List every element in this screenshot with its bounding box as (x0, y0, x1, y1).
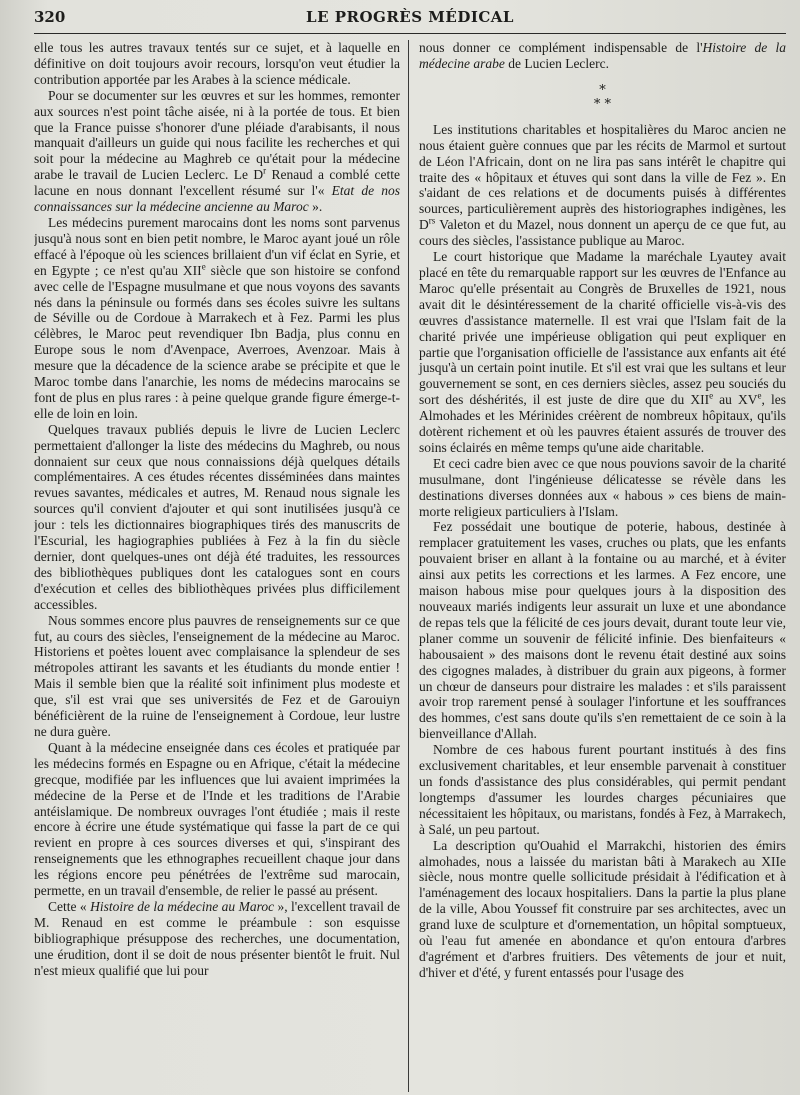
page-number: 320 (34, 8, 66, 26)
paragraph: Le court historique que Madame la maréchale Lyautey avait placé en tête du remarquable rapport sur les œuvres de l'Enfance au Maroc qu'elle présentait au Congrès de Bruxelles de 1921, nous avait dit le désintéressement de la charité officielle vis-à-vis des œuvres d'assistance maternelle. Il est vrai que l'Islam fait de la charité privée une impérieuse obligation qui peut expliquer en partie que l'organisation officielle de l'assistance aux enfants ait été jusqu'à un certain point inutile. Et s'il est vrai que les sultans et leur gouvernement se sont, en ces derniers siècles, assez peu souciés du sort des déshérités, il est juste de dire que du XIIe au XVe, les Almohades et les Mérinides créèrent de nombreux hôpitaux, qu'ils dotèrent richement et où les pauvres étaient assurés de trouver des soins éclairés en même temps qu'une aide charitable. (419, 249, 786, 455)
paragraph: Les institutions charitables et hospitalières du Maroc ancien ne nous étaient guère connues que par les récits de Marmol et surtout de Léon l'Africain, dont on ne lira pas sans intérêt le chapitre qui traite des « hôpitaux et étuves qui sont dans la ville de Fez ». En s'aidant de ces relations et de documents puisés à différentes sources, particulièrement auprès des historiographes indigènes, les $D^{rs}$ Valeton et du Mazel, nous donnent un aperçu de ce que fut, au cours des siècles, l'assistance publique au Maroc. (419, 121, 786, 249)
section-separator: * * * (593, 82, 612, 112)
paragraph: Les médecins purement marocains dont les noms sont parvenus jusqu'à nous sont en bien petit nombre, le Maroc ayant joué un rôle effacé à l'époque où les sciences brillaient d'un vif éclat en Syrie, et en Egypte ; ce n'est qu'au XIIe siècle que son histoire se confond avec celle de l'Espagne musulmane et que nous voyons des savants nés dans la péninsule ou formés dans ses écoles suivre les sultans de Séville ou de Cordoue à Marrakech et à Fez. Parmi les plus célèbres, le Maroc peut revendiquer Ibn Badja, plus connu en Europe sous le nom d'Avenpace, Averroes, Avenzoar. Mais à mesure que la décadence de la science arabe se précipite et que le Maroc tombe dans l'anarchie, les noms de médecins marocains se font de plus en plus rares : à peine quelque grande figure émerge-t-elle de loin en loin. (34, 214, 401, 421)
paragraph: nous donner ce complément indispensable de l'Histoire de la médecine arabe de Lucien Leclerc. (419, 40, 786, 71)
paragraph: Fez possédait une boutique de poterie, habous, destinée à remplacer gratuitement les vases, cruches ou plats, que les enfants pouvaient briser en allant à la fontaine ou au marché, et à éviter ainsi aux petits les corrections et les larmes. A Fez encore, une maison habous mise pour quelques jours à la disposition des nouveaux mariés indigents leur assurait un luxe et une abondance de repas tels que la félicité de ces jours devait, durant toute leur vie, planer comme un souvenir de félicité infinie. Des bienfaiteurs « habousaient » des maisons dont le revenu était destiné aux soins des cigognes malades, à distribuer du grain aux pigeons, à former un chœur de danseurs pour distraire les malades : et s'ils paraissent avoir trop rarement pensé à soulager l'infortune et les souffrances des hommes, c'est sans doute qu'ils s'en remettaient de ce soin à la bienveillance d'Allah. (419, 519, 786, 742)
paragraph: Cette « Histoire de la médecine au Maroc », l'excellent travail de M. Renaud en est comme le préambule : son esquisse bibliographique présuppose des recherches, une documentation, une érudition, dont il se doit de nous présenter bientôt le fruit. Nul n'est mieux qualifié que lui pour (34, 898, 400, 978)
text-columns (34, 40, 786, 1092)
paragraph: Nous sommes encore plus pauvres de renseignements sur ce que fut, au cours des siècles, l'enseignement de la médecine au Maroc. Historiens et poètes louent avec complaisance la splendeur de ses métropoles attirant les savants et les étudiants du monde entier ! Mais il semble bien que la réalité soit infiniment plus modeste et que, s'il est vrai que ses universités de Fez et de Garouiyn bénéficièrent de la ruine de l'enseignement à Cordoue, leur lustre ne dura guère. (34, 612, 400, 739)
paragraph: Quant à la médecine enseignée dans ces écoles et pratiquée par les médecins formés en Espagne ou en Afrique, c'était la médecine grecque, modifiée par les influences que lui avaient imprimées la médecine de la Perse et de l'Inde et les traditions de l'Arabie antéislamique. De nombreux ouvrages l'ont étudiée ; mais il reste encore à écrire une étude systématique qui fasse la part de ce qui revient en propre à ces sources diverses et qui, s'inspirant des renseignements que les ethnographes recueillent chaque jour dans les régions encore peu pénétrées de l'extrême sud marocain, permette, en un travail d'ensemble, de relier le passé au présent. (34, 739, 400, 899)
journal-title: LE PROGRÈS MÉDICAL (306, 8, 514, 26)
paragraph: Et ceci cadre bien avec ce que nous pouvions savoir de la charité musulmane, dont l'ingénieuse délicatesse se révèle dans les destinations diverses données aux « habous » ces biens de main-morte religieux particuliers à l'Islam. (419, 455, 786, 519)
paragraph: Quelques travaux publiés depuis le livre de Lucien Leclerc permettaient d'allonger la liste des médecins du Maghreb, ou nous donnaient sur ceux que nous connaissions déjà quelques détails complémentaires. A ces études récentes disséminées dans maintes revues savantes, médicales et autres, M. Renaud nous signale les sources qu'il convient d'ajouter et qui sont inutilisées jusqu'à ce jour : tels les dictionnaires biographiques tirés des manuscrits de l'Escurial, les hagiographies publiées à Fez à la fin du siècle dernier, dont quelques-unes ont déjà été traduites, les ressources des bibliothèques publiques dont les catalogues sont en cours d'exécution et celles des bibliothèques privées plus difficilement accessibles. (34, 421, 400, 612)
paragraph: Pour se documenter sur les œuvres et sur les hommes, remonter aux sources n'est point tâche aisée, ni à la portée de tous. Et bien que la France puisse s'honorer d'une pléiade d'arabisants, il nous manquait d'ailleurs un guide qui nous facilite les recherches et qui soit pour la médecine au Maghreb ce qu'était pour la médecine arabe le travail de Lucien Leclerc. Le $D^r$ Renaud a comblé cette lacune en nous donnant l'excellent résumé sur l'« Etat de nos connaissances sur la médecine ancienne au Maroc ». (34, 87, 400, 215)
page-header (34, 8, 786, 34)
paragraph: Nombre de ces habous furent pourtant institués à des fins exclusivement charitables, et leur ensemble parvenait à constituer un fonds d'assistance des plus considérables, qui permit pendant longtemps d'assumer les lourdes charges pécuniaires que nécessitaient les hôpitaux, ou maristans, fondés à Fez, à Marrakech, à Salé, un peu partout. (419, 742, 786, 837)
paragraph: elle tous les autres travaux tentés sur ce sujet, et à laquelle en définitive on doit toujours avoir recours, lorsqu'on veut étudier la contribution apportée par les Arabes à la science médicale. (34, 40, 400, 87)
right-column (408, 40, 786, 1092)
left-column (34, 40, 408, 1092)
paragraph: La description qu'Ouahid el Marrakchi, historien des émirs almohades, nous a laissée du maristan bâti à Marakech au XIIe siècle, nous montre quelle sollicitude présidait à l'édification et à l'aménagement des locaux hospitaliers. Dans la partie la plus plane de la ville, Abou Youssef fit construire par ses architectes, avec un grand luxe de sculpture et d'ornementation, un hôpital somptueux, où l'eau fut amenée en abondance et qu'on entoura d'arbres d'agrément et d'arbres fruitiers. Des vêtements de jour et nuit, d'hiver et d'été, y furent entassés pour l'usage des (419, 837, 786, 980)
